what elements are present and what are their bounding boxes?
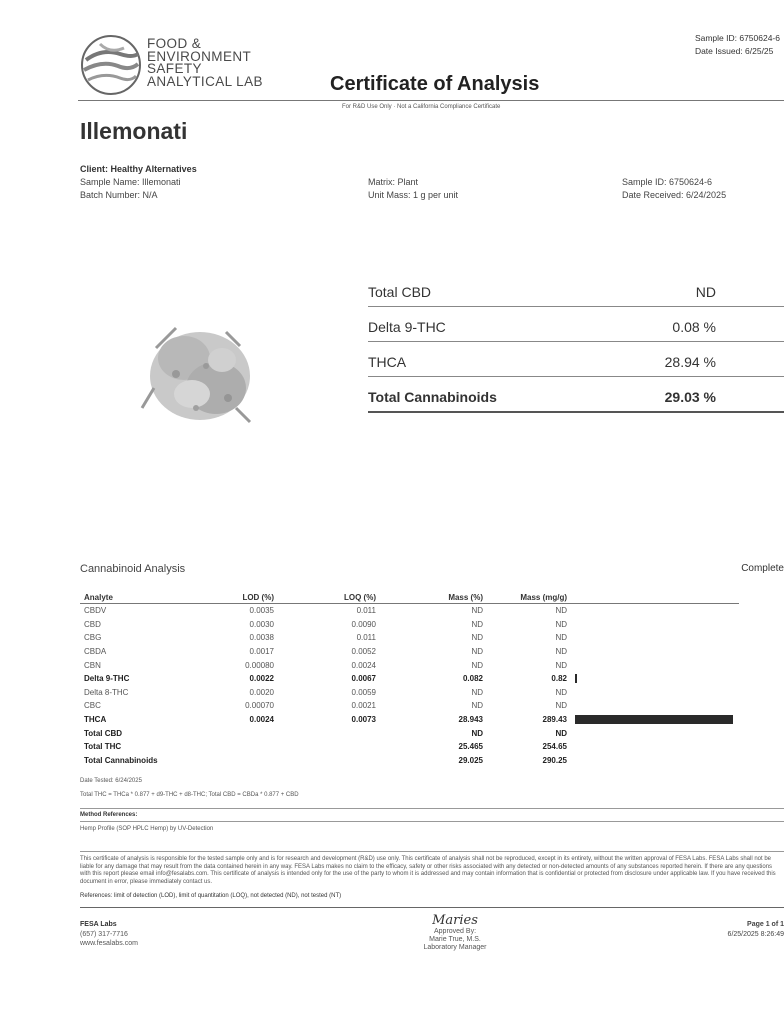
analyte-cell: THCA xyxy=(84,715,107,725)
mass-pct-cell: ND xyxy=(471,647,483,657)
page-info xyxy=(728,920,784,940)
lod-cell: 0.0038 xyxy=(249,633,274,643)
loq-cell: 0.0090 xyxy=(351,619,376,629)
analyte-cell: Delta 8-THC xyxy=(84,687,129,697)
table-row xyxy=(80,645,739,659)
mass-pct-cell: 29.025 xyxy=(458,755,483,765)
lod-cell: 0.00070 xyxy=(245,701,274,711)
sample-name: Sample Name: Illemonati xyxy=(80,177,181,187)
mass-mgg-cell: 289.43 xyxy=(542,715,567,725)
lod-cell: 0.0024 xyxy=(249,715,274,725)
mass-pct-cell: ND xyxy=(471,660,483,670)
mass-pct-cell: 0.082 xyxy=(462,674,483,684)
bar-cell xyxy=(571,631,739,645)
col-bar xyxy=(571,592,739,604)
signature: Maries xyxy=(432,913,478,928)
header-sample-id: Sample ID: 6750624-6 xyxy=(694,33,780,43)
method-reference: Hemp Profile (SOP HPLC Hemp) by UV-Detection xyxy=(80,826,214,832)
lod-cell: 0.00080 xyxy=(245,660,274,670)
mass-pct-cell: ND xyxy=(471,633,483,643)
table-header xyxy=(80,592,739,604)
bar-cell xyxy=(571,618,739,632)
analyte-cell: CBG xyxy=(84,633,102,643)
analyte-cell: Total Cannabinoids xyxy=(84,755,158,765)
date-tested: Date Tested: 6/24/2025 xyxy=(80,778,142,784)
bar-cell xyxy=(571,713,739,727)
mass-pct-cell: 25.465 xyxy=(458,742,483,752)
mass-pct-cell: ND xyxy=(471,701,483,711)
table-row xyxy=(80,740,739,754)
print-timestamp: 6/25/2025 8:26:49 xyxy=(727,931,784,938)
lod-cell xyxy=(188,740,278,754)
approver-role: Laboratory Manager xyxy=(423,944,487,951)
approver-name: Marie True, M.S. xyxy=(429,936,481,943)
col-analyte: Analyte xyxy=(80,592,188,604)
header-meta xyxy=(695,32,780,58)
table-row xyxy=(80,754,739,768)
product-name: Illemonati xyxy=(80,118,188,144)
lab-contact xyxy=(80,920,138,949)
loq-cell xyxy=(278,740,380,754)
analyte-cell: CBDV xyxy=(84,606,107,616)
loq-cell: 0.0059 xyxy=(351,687,376,697)
references: References: limit of detection (LOD), limit of quantitation (LOQ), not detected (ND), not tested (NT) xyxy=(80,893,342,899)
bar-cell xyxy=(571,740,739,754)
sample-id: Sample ID: 6750624-6 xyxy=(622,177,713,187)
table-row xyxy=(80,618,739,632)
page-number: Page 1 of 1 xyxy=(747,921,784,928)
loq-cell: 0.011 xyxy=(356,606,376,616)
method-title: Method References: xyxy=(80,812,138,818)
mass-mgg-cell: ND xyxy=(555,728,567,738)
bar-cell xyxy=(571,686,739,700)
lab-name: FESA Labs xyxy=(80,921,117,928)
divider xyxy=(80,821,784,822)
batch-number: Batch Number: N/A xyxy=(80,190,158,200)
mass-mgg-cell: ND xyxy=(555,619,567,629)
lod-cell xyxy=(188,726,278,740)
col-lod: LOD (%) xyxy=(188,592,278,604)
loq-cell: 0.0024 xyxy=(351,660,376,670)
bar-cell xyxy=(571,699,739,713)
table-row xyxy=(80,672,739,686)
col-loq: LOQ (%) xyxy=(278,592,380,604)
lod-cell: 0.0017 xyxy=(249,647,274,657)
table-row xyxy=(80,726,739,740)
bar-cell xyxy=(571,754,739,768)
lod-cell: 0.0020 xyxy=(249,687,274,697)
mass-mgg-cell: 0.82 xyxy=(551,674,567,684)
date-received: Date Received: 6/24/2025 xyxy=(622,190,727,200)
summary-thca: THCA 28.94 % xyxy=(368,342,784,377)
loq-cell: 0.0052 xyxy=(351,647,376,657)
col-mass-pct: Mass (%) xyxy=(380,592,487,604)
total-formula: Total THC = THCa * 0.877 + d9-THC + d8-THC; Total CBD = CBDa * 0.877 + CBD xyxy=(80,792,299,798)
product-photo xyxy=(136,318,258,430)
mass-pct-cell: ND xyxy=(471,619,483,629)
divider xyxy=(80,808,784,809)
logo-wordmark: FOOD & ENVIRONMENT SAFETY ANALYTICAL LAB xyxy=(147,36,263,89)
footer-divider xyxy=(80,907,784,908)
lab-phone: (657) 317-7716 xyxy=(80,930,128,938)
mass-mgg-cell: 290.25 xyxy=(542,755,567,765)
loq-cell: 0.0073 xyxy=(351,715,376,725)
loq-cell: 0.0021 xyxy=(351,701,376,711)
table-row xyxy=(80,658,739,672)
header-divider xyxy=(78,100,784,101)
table-row xyxy=(80,631,739,645)
lod-cell xyxy=(188,754,278,768)
analyte-cell: CBC xyxy=(84,701,101,711)
unit-mass: Unit Mass: 1 g per unit xyxy=(368,190,459,200)
mass-mgg-cell: ND xyxy=(555,660,567,670)
analyte-cell: CBDA xyxy=(84,647,107,657)
analyte-cell: Delta 9-THC xyxy=(84,674,130,684)
mass-mgg-cell: ND xyxy=(555,701,567,711)
mass-bar xyxy=(575,674,577,683)
document-title: Certificate of Analysis xyxy=(330,73,540,95)
analyte-cell: CBN xyxy=(84,660,101,670)
lod-cell: 0.0035 xyxy=(249,606,274,616)
loq-cell: 0.0067 xyxy=(351,674,376,684)
lod-cell: 0.0030 xyxy=(249,619,274,629)
client-info xyxy=(80,163,197,202)
table-row xyxy=(80,699,739,713)
mass-mgg-cell: ND xyxy=(555,633,567,643)
bar-cell xyxy=(571,672,739,686)
analysis-status: Complete xyxy=(741,563,784,574)
analyte-cell: Total CBD xyxy=(84,728,123,738)
sample-info xyxy=(622,176,726,202)
lab-website: www.fesalabs.com xyxy=(80,940,138,947)
bar-cell xyxy=(571,604,739,618)
table-row xyxy=(80,713,739,727)
bar-cell xyxy=(571,726,739,740)
document-subtitle: For R&D Use Only · Not a California Compliance Certificate xyxy=(342,104,501,110)
header-date-issued: Date Issued: 6/25/25 xyxy=(694,46,774,56)
loq-cell: 0.011 xyxy=(356,633,376,643)
summary-total-cannabinoids: Total Cannabinoids 29.03 % xyxy=(368,377,784,413)
analyte-cell: Total THC xyxy=(84,742,122,752)
summary-delta9-thc: Delta 9-THC 0.08 % xyxy=(368,307,784,342)
approval-block xyxy=(400,914,510,952)
cannabinoid-table xyxy=(80,592,739,767)
matrix-info xyxy=(368,176,458,202)
client-name: Client: Healthy Alternatives xyxy=(80,164,197,174)
mass-mgg-cell: 254.65 xyxy=(542,742,567,752)
mass-bar xyxy=(575,715,733,724)
mass-pct-cell: ND xyxy=(471,687,483,697)
mass-mgg-cell: ND xyxy=(555,647,567,657)
mass-mgg-cell: ND xyxy=(555,606,567,616)
table-row xyxy=(80,686,739,700)
loq-cell xyxy=(278,754,380,768)
summary-total-cbd: Total CBD ND xyxy=(368,272,784,307)
bar-cell xyxy=(571,658,739,672)
analysis-title: Cannabinoid Analysis xyxy=(80,563,186,575)
divider xyxy=(80,851,784,852)
table-row xyxy=(80,604,739,618)
approved-by: Approved By: xyxy=(433,928,477,935)
analyte-cell: CBD xyxy=(84,619,101,629)
loq-cell xyxy=(278,726,380,740)
fesa-logo-icon xyxy=(80,34,142,96)
mass-pct-cell: ND xyxy=(471,606,483,616)
mass-mgg-cell: ND xyxy=(555,687,567,697)
mass-pct-cell: 28.943 xyxy=(458,715,483,725)
matrix: Matrix: Plant xyxy=(368,177,419,187)
disclaimer: This certificate of analysis is responsible for the tested sample only and is for research and development (R&D) use only. This certificate of analysis shall not be reproduced, except in its entirety, without the written approval of FESA Labs. FESA Labs shall not be liable for any damage that may result from the data contained herein in any way. FESA Labs makes no claim to the efficacy, safety or other risks associated with any detected or non-detected amounts of any substances reported herein. If there are any questions with this report please email info@fesalabs.com. This certificate of analysis is intended only for the use of the party to whom it is addressed and may contain information that is confidential or protected from disclosure under applicable law. If you have received this document in error, please immediately contact us. xyxy=(80,856,776,885)
lod-cell: 0.0022 xyxy=(249,674,274,684)
col-mass-mgg: Mass (mg/g) xyxy=(487,592,571,604)
bar-cell xyxy=(571,645,739,659)
mass-pct-cell: ND xyxy=(471,728,483,738)
